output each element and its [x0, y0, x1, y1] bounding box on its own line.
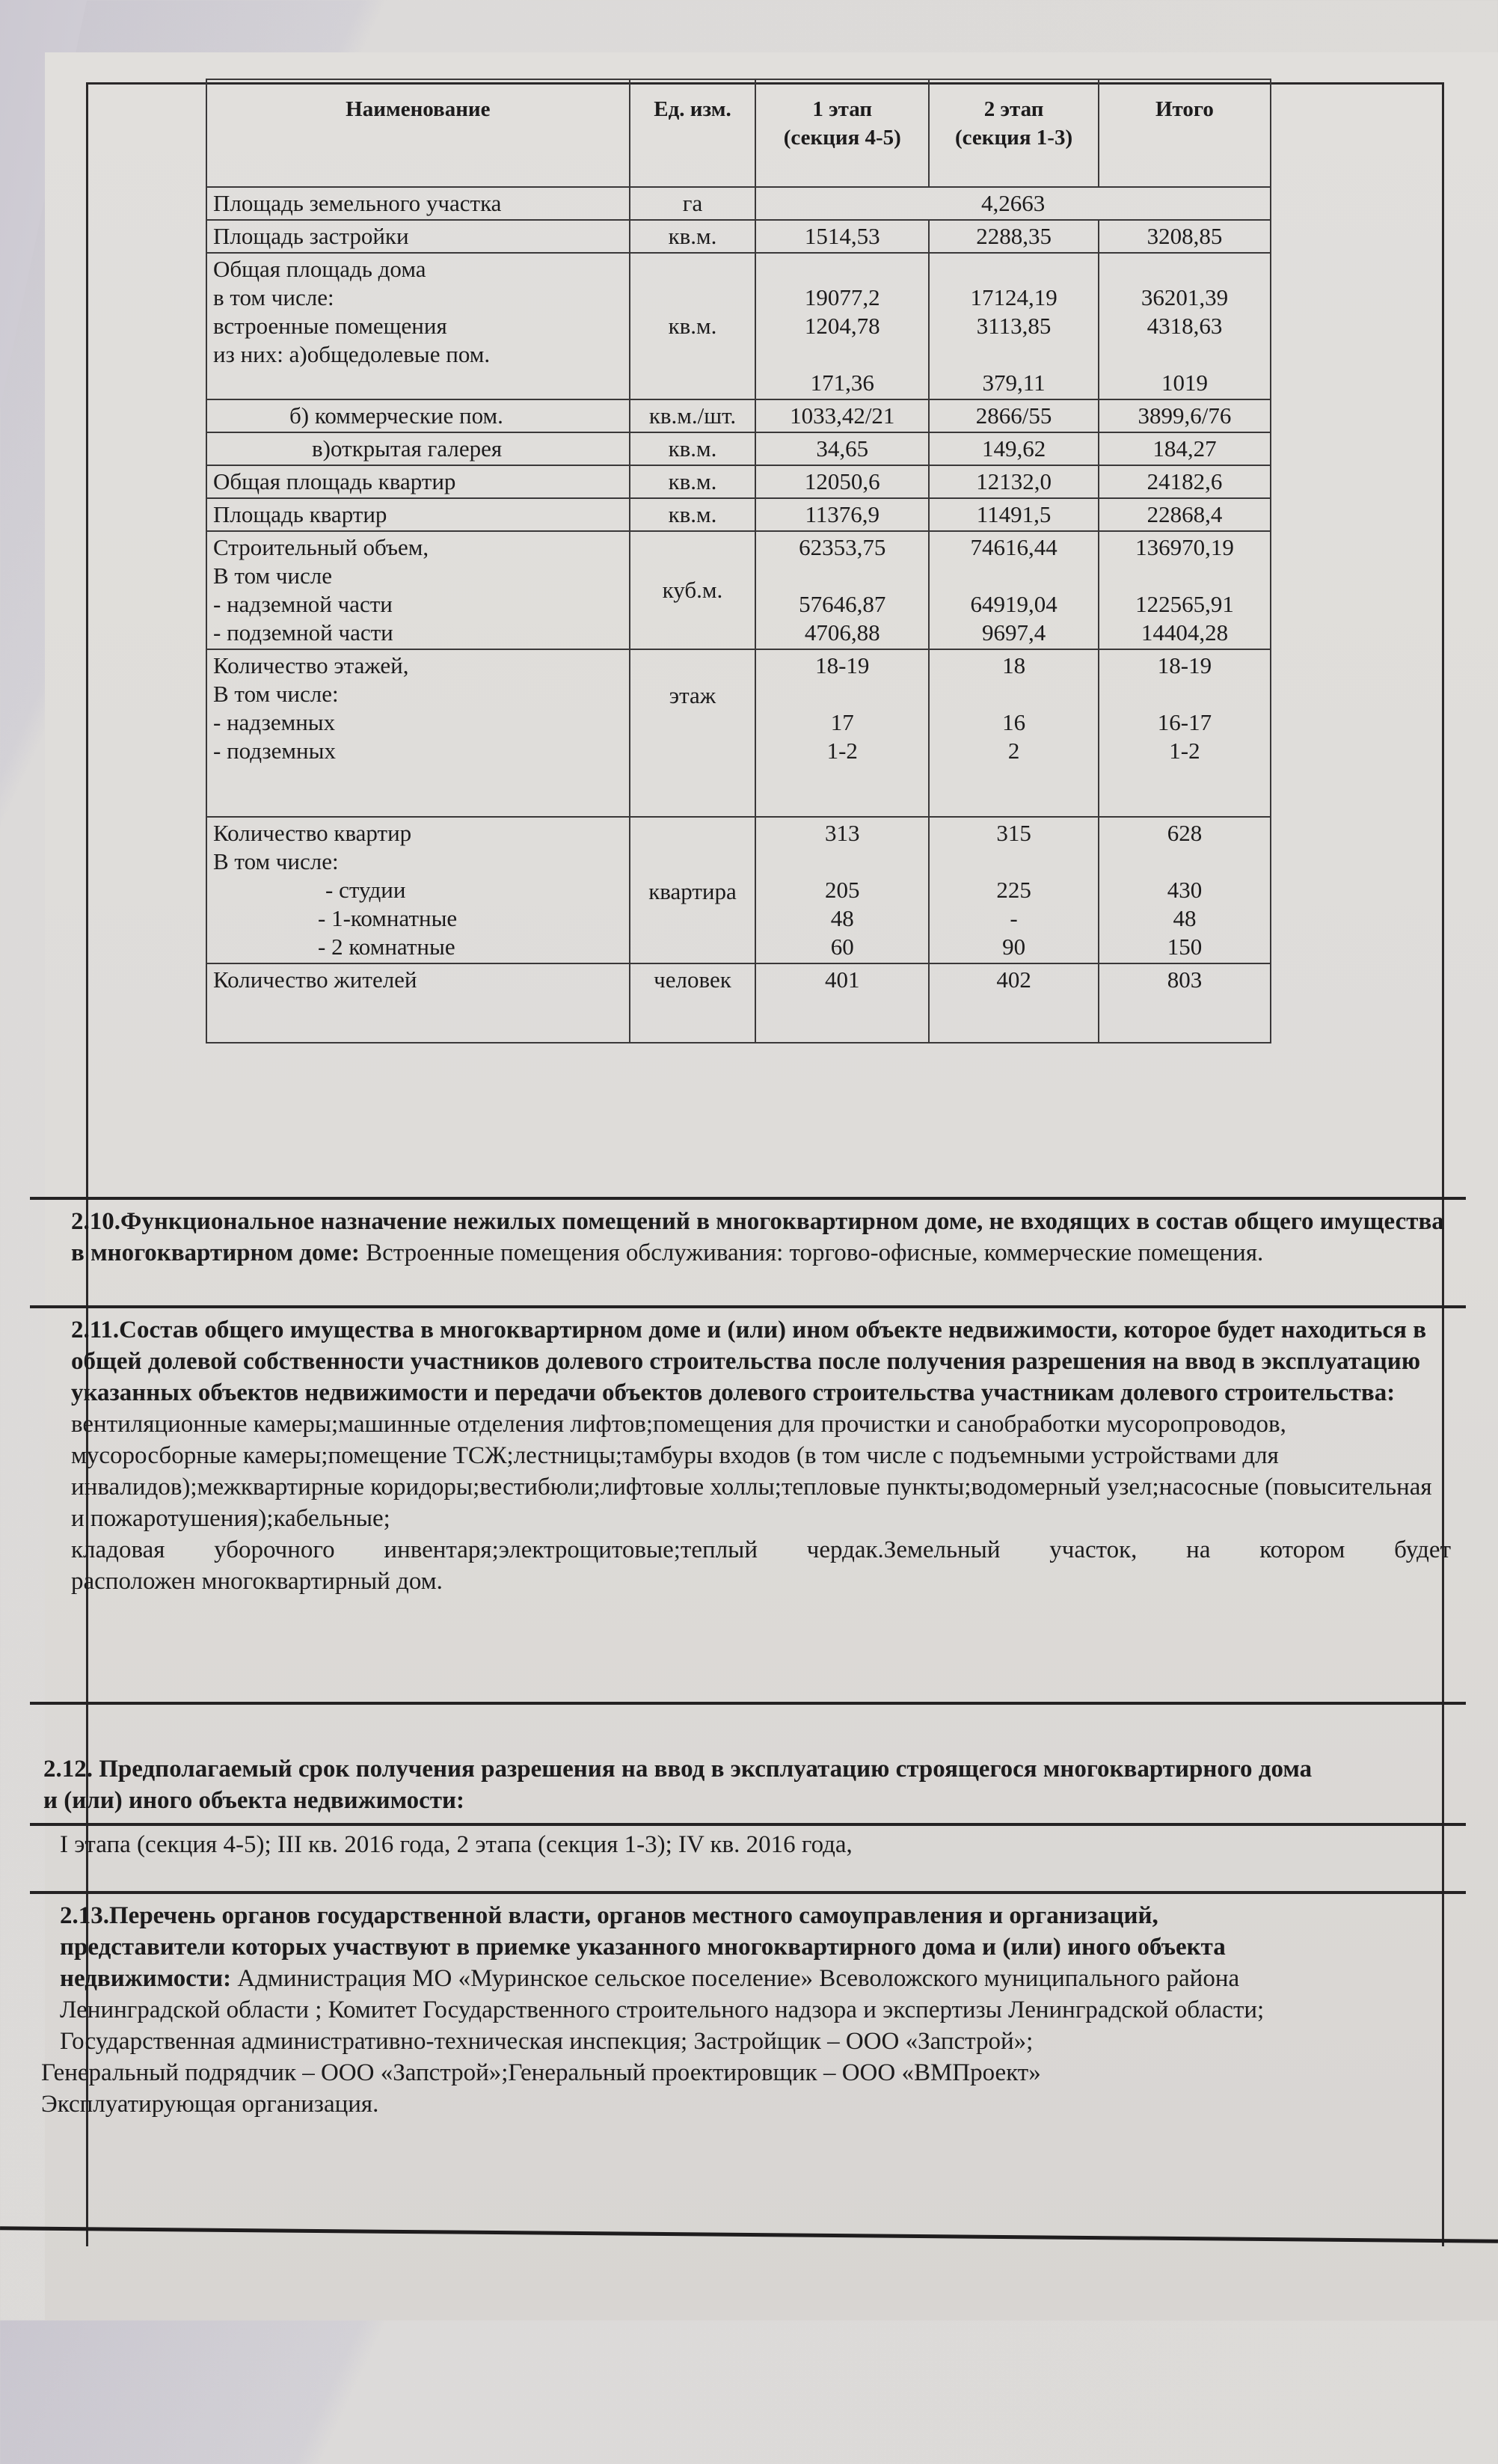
row-name-line: В том числе:: [213, 848, 339, 874]
row-unit: куб.м.: [630, 531, 756, 649]
cell-value: 60: [830, 934, 854, 960]
row-name-line: Строительный объем,: [213, 534, 429, 560]
row-name: в)открытая галерея: [206, 432, 630, 465]
header-stage-1-sections: (секция 4-5): [783, 126, 901, 150]
cell-stage-1: 34,65: [755, 432, 929, 465]
row-name-line: Общая площадь дома: [213, 256, 426, 282]
cell-value: 3113,85: [976, 313, 1052, 339]
table-row: [206, 498, 1271, 531]
cell-value: 64919,04: [970, 591, 1057, 617]
header-stage-2-title: 2 этап: [983, 97, 1044, 121]
building-parameters-table: [206, 79, 1271, 1043]
cell-value: 1-2: [826, 738, 858, 764]
cell-value: 17124,19: [970, 284, 1057, 310]
cell-stage-2: 149,62: [929, 432, 1099, 465]
section-2-13-text: Администрация МО «Муринское сельское поселение» Всеволожского муниципального района Ленинградской области ; Комитет Государственного строительного надзора и экспертизы Ленинградской области; Государственная административно-техническая инспекция; Застройщик – ООО «Запстрой»;: [60, 1965, 1265, 2055]
section-2-12-heading: 2.12. Предполагаемый срок получения разрешения на ввод в эксплуатацию строящегося многоквартирного дома и (или) иного объекта недвижимости:: [43, 1756, 1313, 1814]
cell-value: 122565,91: [1135, 591, 1234, 617]
section-2-11-text: вентиляционные камеры;машинные отделения лифтов;помещения для прочистки и санобработки мусоропроводов, мусоросборные камеры;помещение ТСЖ;лестницы;тамбуры входов (в том числе с подъемными устройствами для инвалидов);межквартирные коридоры;вестибюли;лифтовые холлы;тепловые пункты;водомерный узел;насосные (повысительная и пожаротушения);кабельные;: [71, 1411, 1432, 1532]
section-2-10-text: Встроенные помещения обслуживания: торгово-офисные, коммерческие помещения.: [359, 1239, 1264, 1266]
table-row: [206, 963, 1271, 1043]
row-name: [206, 649, 630, 817]
cell-stage-2: 402: [929, 963, 1099, 1043]
cell-value: 2: [1007, 738, 1020, 764]
row-name-line: - подземной части: [213, 619, 393, 646]
cell-value: 150: [1167, 934, 1203, 960]
cell-value: 171,36: [810, 370, 874, 396]
cell-value: 315: [996, 820, 1031, 846]
header-total: Итого: [1099, 79, 1271, 187]
section-2-11-text-end: расположен многоквартирный дом.: [71, 1568, 443, 1595]
row-name: [206, 253, 630, 399]
cell-value: 90: [1002, 934, 1026, 960]
cell-value: 17: [830, 709, 854, 735]
table-row: [206, 187, 1271, 220]
section-2-13-heading: 2.13.Перечень органов государственной власти, органов местного самоуправления и организаций, представители которых участвуют в приемке указанного многоквартирного дома и (или) иного объекта недвижимости:: [60, 1902, 1226, 1992]
row-unit: кв.м.: [630, 465, 756, 498]
row-name-line: В том числе: [213, 563, 333, 589]
table-row: [206, 220, 1271, 253]
cell-value: 1-2: [1169, 738, 1200, 764]
cell-value: 18: [1002, 652, 1026, 678]
section-2-12-value: I этапа (секция 4-5); III кв. 2016 года, 2 этапа (секция 1-3); IV кв. 2016 года,: [30, 1823, 1466, 1860]
row-unit: человек: [630, 963, 756, 1043]
cell-stage-1: [755, 531, 929, 649]
table-row: [206, 465, 1271, 498]
row-name: Общая площадь квартир: [206, 465, 630, 498]
section-2-13-line: Эксплуатирующая организация.: [41, 2091, 379, 2118]
cell-stage-2: 12132,0: [929, 465, 1099, 498]
row-unit: кв.м.: [630, 432, 756, 465]
row-unit: этаж: [630, 649, 756, 817]
cell-stage-2: 2866/55: [929, 399, 1099, 432]
header-stage-2-sections: (секция 1-3): [954, 126, 1073, 150]
row-name: [206, 531, 630, 649]
row-unit: квартира: [630, 817, 756, 963]
table-row: [206, 817, 1271, 963]
row-unit: кв.м./шт.: [630, 399, 756, 432]
row-name-line: - 1-комнатные: [318, 905, 458, 931]
row-name-line: Количество квартир: [213, 820, 412, 846]
cell-total: [1099, 531, 1271, 649]
cell-total: 22868,4: [1099, 498, 1271, 531]
table-row: [206, 253, 1271, 399]
table-row: [206, 432, 1271, 465]
row-name: [206, 817, 630, 963]
cell-value: 1019: [1161, 370, 1208, 396]
cell-value: 18-19: [1157, 652, 1212, 678]
cell-stage-1: [755, 649, 929, 817]
cell-value: 1204,78: [804, 313, 880, 339]
row-name: Площадь застройки: [206, 220, 630, 253]
row-name: Площадь земельного участка: [206, 187, 630, 220]
cell-value: 628: [1167, 820, 1203, 846]
section-2-13: [30, 1891, 1466, 2227]
cell-value: 16-17: [1157, 709, 1212, 735]
row-name-line: встроенные помещения: [213, 313, 447, 339]
cell-total: [1099, 817, 1271, 963]
header-stage-2: [929, 79, 1099, 187]
cell-value: 136970,19: [1135, 534, 1234, 560]
cell-value: -: [1010, 905, 1018, 931]
cell-stage-2: [929, 649, 1099, 817]
row-name-line: - студии: [325, 877, 406, 903]
row-name-line: - надземных: [213, 709, 336, 735]
cell-value: 18-19: [815, 652, 870, 678]
row-name-line: из них: а)общедолевые пом.: [213, 341, 491, 367]
cell-stage-1: 1033,42/21: [755, 399, 929, 432]
cell-stage-2: [929, 531, 1099, 649]
section-2-10-heading: 2.10.Функциональное назначение нежилых помещений в многоквартирном доме, не входящих в состав общего имущества в многоквартирном доме:: [71, 1208, 1444, 1266]
row-name: Площадь квартир: [206, 498, 630, 531]
cell-value: 48: [1173, 905, 1197, 931]
cell-stage-1: 1514,53: [755, 220, 929, 253]
cell-value: 62353,75: [799, 534, 886, 560]
row-name-line: - 2 комнатные: [318, 934, 455, 960]
cell-stage-1: 12050,6: [755, 465, 929, 498]
cell-stage-2: [929, 253, 1099, 399]
row-merged-value: 4,2663: [755, 187, 1271, 220]
cell-stage-1: [755, 817, 929, 963]
cell-total: 803: [1099, 963, 1271, 1043]
row-name: б) коммерческие пом.: [206, 399, 630, 432]
header-stage-1: [755, 79, 929, 187]
cell-stage-1: 401: [755, 963, 929, 1043]
row-name-line: Количество этажей,: [213, 652, 409, 678]
cell-stage-2: [929, 817, 1099, 963]
cell-value: 57646,87: [799, 591, 886, 617]
cell-stage-2: 2288,35: [929, 220, 1099, 253]
cell-value: 16: [1002, 709, 1026, 735]
cell-total: 3899,6/76: [1099, 399, 1271, 432]
cell-stage-1: [755, 253, 929, 399]
section-2-11-heading: 2.11.Состав общего имущества в многоквартирном доме и (или) ином объекте недвижимости, которое будет находиться в общей долевой собственности участников долевого строительства после получения разрешения на ввод в эксплуатацию указанных объектов недвижимости и передачи объектов долевого строительства участникам долевого строительства:: [71, 1317, 1427, 1406]
cell-stage-2: 11491,5: [929, 498, 1099, 531]
row-name-line: в том числе:: [213, 284, 334, 310]
cell-value: 205: [825, 877, 860, 903]
cell-total: 3208,85: [1099, 220, 1271, 253]
row-name: Количество жителей: [206, 963, 630, 1043]
section-2-11-text-line: кладовая уборочного инвентаря;электрощитовые;теплый чердак.Земельный участок, на котором будет: [71, 1536, 1451, 1563]
cell-value: 19077,2: [804, 284, 880, 310]
row-name-line: - надземной части: [213, 591, 393, 617]
table-row: [206, 531, 1271, 649]
cell-total: [1099, 649, 1271, 817]
section-2-13-line: Генеральный подрядчик – ООО «Запстрой»;Генеральный проектировщик – ООО «ВМПроект»: [41, 2059, 1041, 2086]
table-header-row: [206, 79, 1271, 187]
cell-value: 313: [825, 820, 860, 846]
row-unit: кв.м.: [630, 498, 756, 531]
cell-value: 430: [1167, 877, 1203, 903]
row-name-line: В том числе:: [213, 681, 339, 707]
section-2-10: [30, 1197, 1466, 1305]
cell-value: 4706,88: [804, 619, 880, 646]
cell-value: 14404,28: [1141, 619, 1229, 646]
cell-stage-1: 11376,9: [755, 498, 929, 531]
header-name: Наименование: [206, 79, 630, 187]
cell-value: 36201,39: [1141, 284, 1229, 310]
cell-value: 9697,4: [981, 619, 1046, 646]
cell-value: 225: [996, 877, 1031, 903]
cell-total: [1099, 253, 1271, 399]
cell-value: 4318,63: [1146, 313, 1223, 339]
row-unit: кв.м.: [630, 220, 756, 253]
row-unit: кв.м.: [630, 253, 756, 399]
cell-total: 184,27: [1099, 432, 1271, 465]
table-row: [206, 399, 1271, 432]
header-stage-1-title: 1 этап: [812, 97, 873, 121]
row-unit: га: [630, 187, 756, 220]
header-unit: Ед. изм.: [630, 79, 756, 187]
cell-total: 24182,6: [1099, 465, 1271, 498]
table-row: [206, 649, 1271, 817]
section-2-11: [30, 1305, 1466, 1701]
cell-value: 74616,44: [970, 534, 1057, 560]
cell-value: 379,11: [982, 370, 1046, 396]
row-name-line: - подземных: [213, 738, 336, 764]
cell-value: 48: [830, 905, 854, 931]
